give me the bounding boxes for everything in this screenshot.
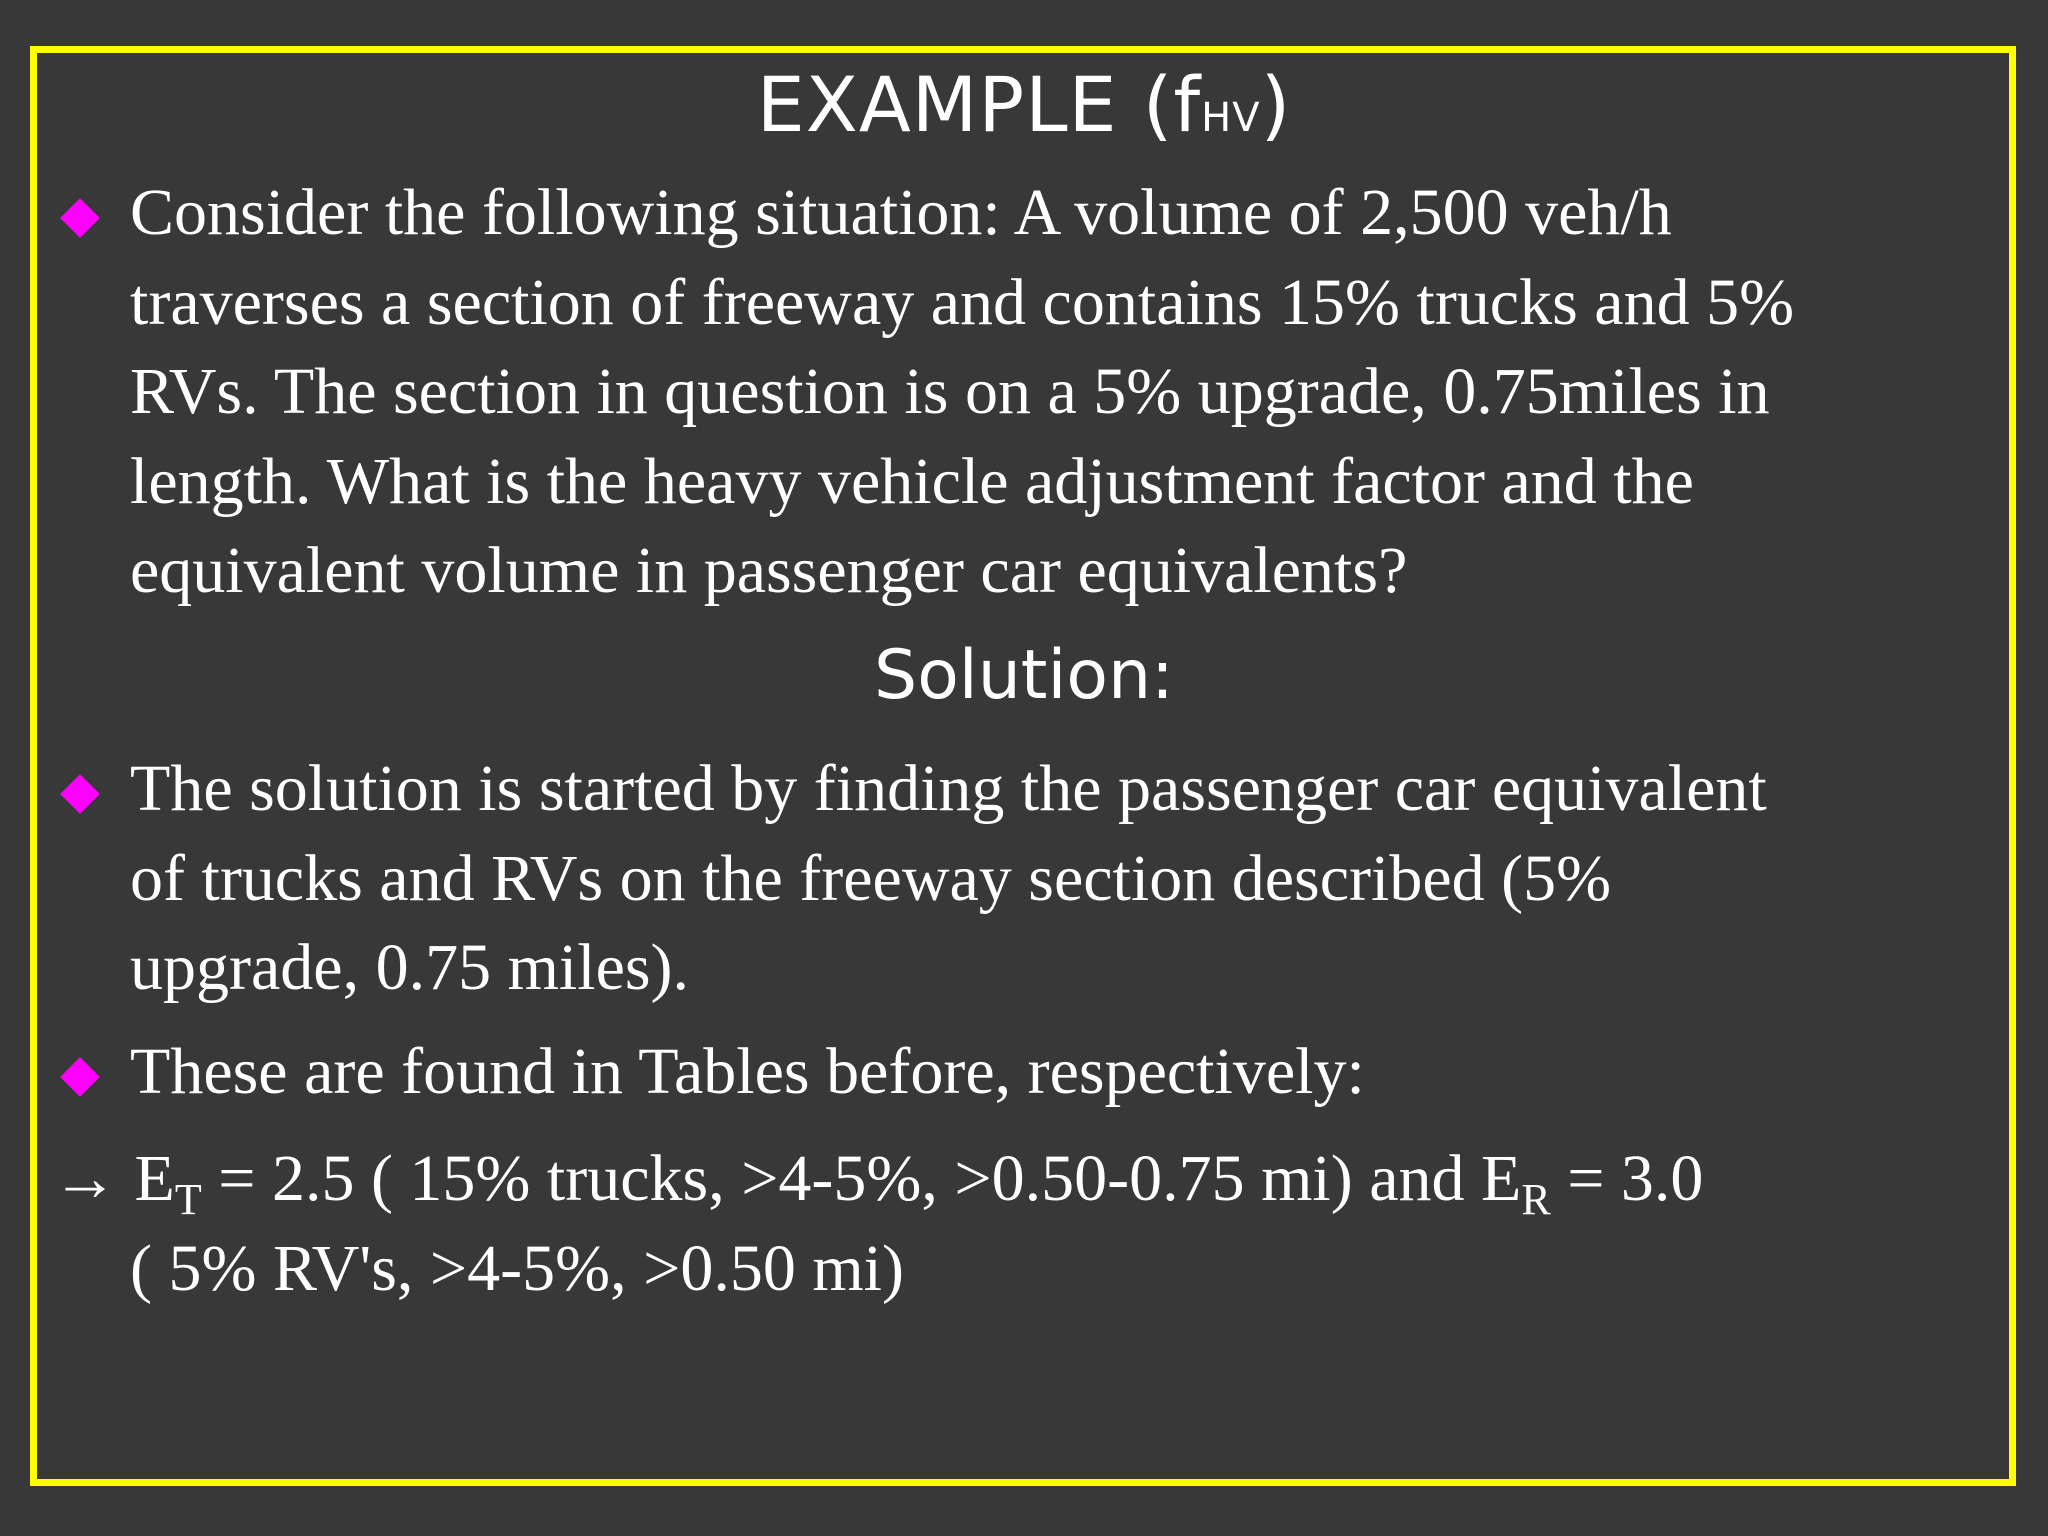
title-subscript: HV bbox=[1201, 95, 1261, 141]
bullet-2-line: of trucks and RVs on the freeway section described (5% bbox=[130, 841, 1612, 915]
bullet-2-text bbox=[130, 744, 2010, 1013]
bullet-1-line: length. What is the heavy vehicle adjustment factor and the bbox=[130, 444, 1694, 518]
title-end: ) bbox=[1260, 60, 1292, 149]
bullet-1-line: RVs. The section in question is on a 5% upgrade, 0.75miles in bbox=[130, 355, 1770, 428]
equivalents-line bbox=[52, 1134, 1703, 1224]
bullet-1-line: Consider the following situation: A volume of 2,500 veh/h bbox=[130, 176, 1672, 249]
er-subscript: R bbox=[1521, 1175, 1551, 1224]
bullet-1-text bbox=[130, 168, 2010, 616]
er-value-text: = 3.0 bbox=[1567, 1142, 1704, 1215]
et-subscript: T bbox=[174, 1175, 202, 1224]
et-value-text: = 2.5 ( 15% trucks, >4-5%, >0.50-0.75 mi) and E bbox=[218, 1142, 1522, 1215]
title-main: EXAMPLE (f bbox=[756, 60, 1202, 149]
bullet-2-line: The solution is started by finding the passenger car equivalent bbox=[130, 752, 1767, 825]
solution-heading: Solution: bbox=[874, 636, 1174, 715]
equivalents-line-2: ( 5% RV's, >4-5%, >0.50 mi) bbox=[130, 1232, 904, 1305]
slide-title bbox=[0, 57, 2048, 166]
bullet-1-line: traverses a section of freeway and contains 15% trucks and 5% bbox=[130, 265, 1795, 339]
bullet-3-line: These are found in Tables before, respectively: bbox=[130, 1035, 1365, 1108]
bullet-2-line: upgrade, 0.75 miles). bbox=[130, 931, 690, 1004]
bullet-3-text bbox=[130, 1027, 2010, 1117]
arrow-icon: → bbox=[52, 1142, 118, 1215]
bullet-1-line: equivalent volume in passenger car equivalents? bbox=[130, 534, 1408, 607]
et-label: E bbox=[134, 1142, 175, 1215]
